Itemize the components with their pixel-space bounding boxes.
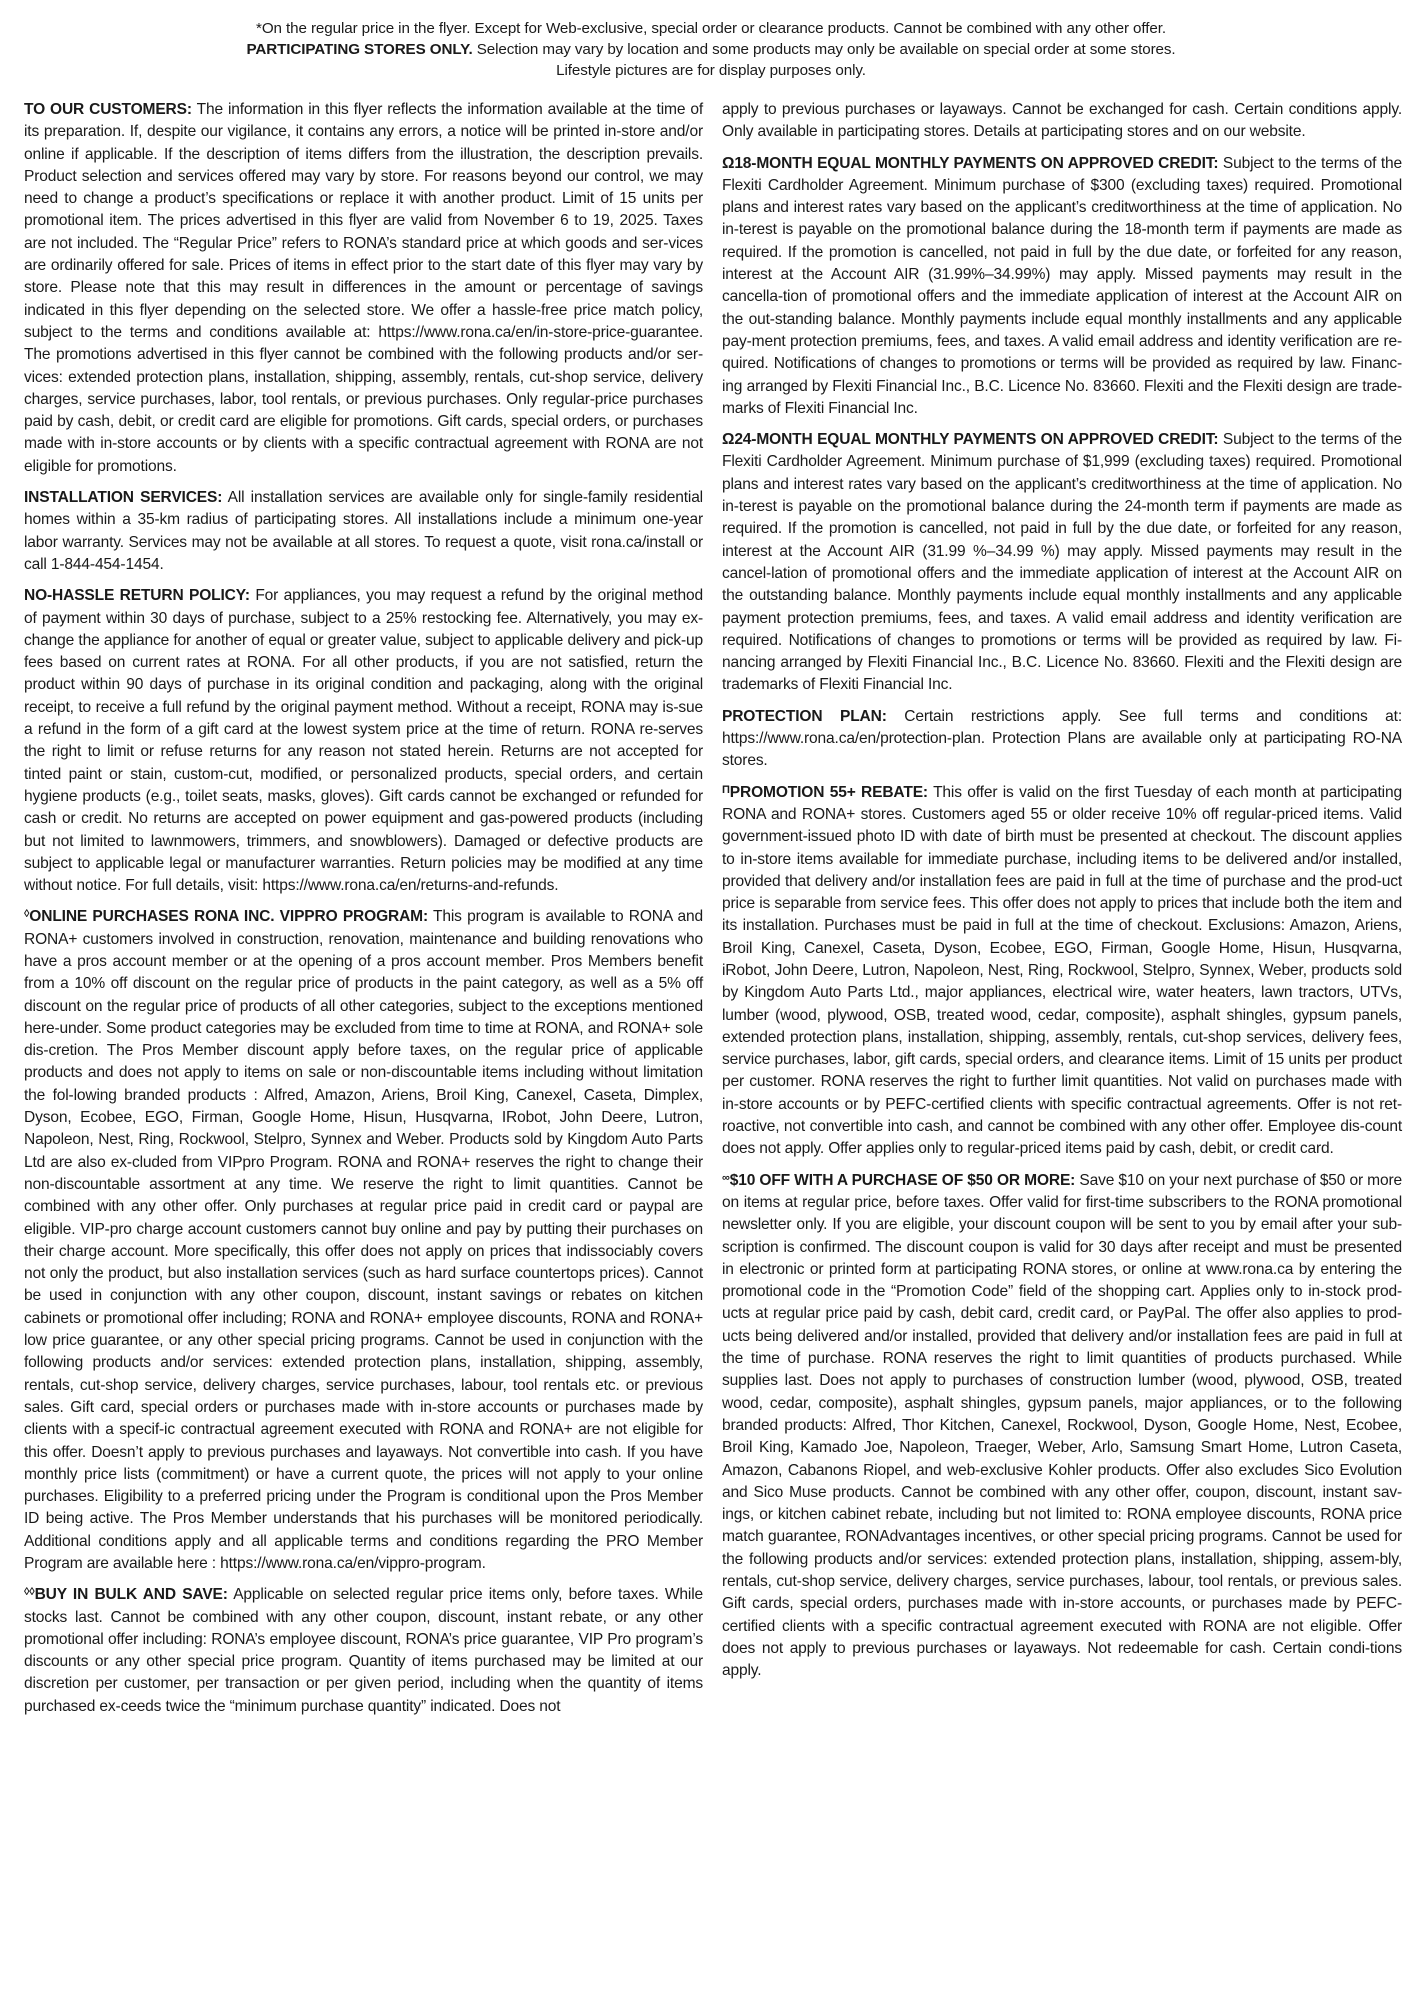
section-body: Save $10 on your next purchase of $50 or more on items at regular price, before taxes. Offer valid for first-time subscribers to the RONA promotional newsletter only. If you are eligible, your discount coupon will be sent to you by email after your sub-scription is confirmed. The discount coupon is valid for 30 days after receipt and must be presented in electronic or printed form at participating RONA stores, or online at www.rona.ca by entering the promotional code in the “Promotion Code” field of the shopping cart. Applies only to in-stock prod-ucts at regular price paid by cash, debit card, credit card, or PayPal. The offer also applies to prod-ucts being delivered and/or installed, provided that delivery and/or installation fees are paid in full at the time of purchase. RONA reserves the right to limit quantities of products purchased. While supplies last. Does not apply to purchases of construction lumber (wood, plywood, OSB, treated wood, cedar, composite), asphalt shingles, gypsum panels, major appliances, or to the following branded products: Alfred, Thor Kitchen, Canexel, Rockwool, Dyson, Google Home, Nest, Ecobee, Broil King, Kamado Joe, Napoleon, Traeger, Weber, Arlo, Samsung Smart Home, Lutron Caseta, Amazon, Cabanons Riopel, and web-exclusive Kohler products. Offer also excludes Sico Evolution and Sico Muse products. Cannot be combined with any other offer, coupon, discount, instant sav-ings, or kitchen cabinet rebate, including but not limited to: RONA employee discounts, RONA price match guarantee, RONAdvantages incentives, or other special pricing programs. Cannot be used for the following products and/or services: extended protection plans, installation, shipping, assem-bly, rentals, cut-shop service, delivery charges, service purchases, labour, tool rentals, or previous sales. Gift cards, special orders, purchases made with in-store accounts, or purchases made by PEFC-certified clients with a specific contractual agreement executed with RONA are not eligible. Offer does not apply to previous purchases or layaways. Not redeemable for cash. Certain condi-tions apply. [722,1171,1403,1680]
section-vippro-program [24,903,703,1575]
section-title: $10 OFF WITH A PURCHASE OF $50 OR MORE: [729,1171,1076,1189]
section-body: Subject to the terms of the Flexiti Cardholder Agreement. Minimum purchase of $1,999 (excluding taxes) required. Promotional plans and interest rates vary based on the applicant’s creditworthiness at the time of application. No in-terest is payable on the promotional balance during the 24-month term if payments are made as required. If the promotion is cancelled, not paid in full by the due date, or forfeited for any reason, interest at the Account AIR (31.99 %–34.99 %) may apply. Missed payments may result in the cancel-lation of promotional offers and the immediate application of interest at the Account AIR on the outstanding balance. Monthly payments include equal monthly installments and any applicable payment protection premiums, fees, and taxes. A valid email address and identity verification are required. Notifications of changes to promotions or terms will be provided as required by law. Fi-nancing arranged by Flexiti Financial Inc., B.C. Licence No. 83660. Flexiti and the Flexiti design are trademarks of Flexiti Financial Inc. [722,431,1402,694]
section-body: Subject to the terms of the Flexiti Cardholder Agreement. Minimum purchase of $300 (excluding taxes) required. Promotional plans and interest rates vary based on the applicant’s creditworthiness at the time of application. No in-terest is payable on the promotional balance during the 18-month term if payments are made as required. If the promotion is cancelled, not paid in full by the due date, or forfeited for any reason, interest at the Account AIR (31.99%–34.99%) may apply. Missed payments may result in the cancella-tion of promotional offers and the immediate application of interest at the Account AIR on the out-standing balance. Monthly payments include equal monthly installments and any applicable pay-ment protection premiums, fees, and taxes. A valid email address and identity verification are re-quired. Notifications of changes to promotions or terms will be provided as required by law. Financ-ing arranged by Flexiti Financial Inc., B.C. Licence No. 83660. Flexiti and the Flexiti design are trade-marks of Flexiti Financial Inc. [722,154,1402,417]
footnote-mark: ◊◊ [24,1586,35,1599]
header-line-1: *On the regular price in the flyer. Except for Web-exclusive, special order or clearance products. Cannot be combined with any other offer. [256,20,1166,37]
header-line-3: Lifestyle pictures are for display purposes only. [556,62,866,79]
section-body: Applicable on selected regular price items only, before taxes. While stocks last. Cannot be combined with any other coupon, discount, instant rebate, or any other promotional offer including: RONA’s employee discount, RONA’s price guarantee, VIP Pro program’s discounts or any other special price program. Quantity of items purchased may be limited at our discretion per customer, per transaction or per given period, including when the quantity of items purchased ex-ceeds twice the “minimum purchase quantity” indicated. Does not [24,1586,703,1715]
section-body: This program is available to RONA and RONA+ customers involved in construction, renovation, maintenance and building renovations who have a pros account member or at the opening of a pros account member. Pros Members benefit from a 10% off discount on the regular price of products in the paint category, as well as a 5% off discount on the regular price of products of all other categories, subject to the exceptions mentioned here-under. Some product categories may be excluded from time to time at RONA, and RONA+ sole dis-cretion. The Pros Member discount apply before taxes, on the regular price of applicable products and does not apply to items on sale or non-discountable items including without limitation the fol-lowing branded products : Alfred, Amazon, Ariens, Broil King, Canexel, Caseta, Dimplex, Dyson, Ecobee, EGO, Firman, Google Home, Hisun, Husqvarna, IRobot, John Deere, Lutron, Napoleon, Nest, Ring, Rockwool, Stelpro, Synnex and Weber. Products sold by Kingdom Auto Parts Ltd are also ex-cluded from VIPpro Program. RONA and RONA+ reserves the right to change their non-discountable assortment at any time. We reserve the right to limit quantities. Cannot be combined with any other offer. Only purchases at regular price paid in credit card or paypal are eligible. VIP-pro charge account customers cannot buy online and pay by putting their purchases on their charge account. More specifically, this offer does not apply on prices that indissociably covers not only the product, but also installation services (such as hard surface countertops prices). Cannot be used in conjunction with any other coupon, discount, instant savings or rebates on kitchen cabinets or promotional offer including; RONA and RONA+ employee discounts, RONA and RONA+ low price guarantee, or any other special pricing programs. Cannot be used in conjunction with the following products and/or services: extended protection plans, installation, shipping, assembly, rentals, cut-shop service, delivery charges, service purchases, labour, tool rentals etc. or previous sales. Gift card, special orders or purchases made with in-store accounts or purchases made by clients with a specif-ic contractual agreement executed with RONA and RONA+ are not eligible for this offer. Doesn’t apply to previous purchases and layaways. Not convertible into cash. If you have monthly price lists (commitment) or have a current quote, the prices will not apply to your online purchases. Eligibility to a preferred pricing under the Program is conditional upon the Pros Member ID being active. The Pros Member understands that his purchases will be monitored periodically. Additional conditions apply and all applicable terms and conditions regarding the PRO Member Program are available here : https://www.rona.ca/en/vippro-program. [24,908,704,1572]
legal-columns [24,96,1402,1724]
section-body: All installation services are available only for single-family residential homes within a 35-km radius of participating stores. All installations include a minimum one-year labor warranty. Services may not be available at all stores. To request a quote, visit rona.ca/install or call 1-844-454-1454. [24,489,703,573]
section-promotion-55-rebate [722,779,1402,1161]
section-body: This offer is valid on the first Tuesday of each month at participating RONA and RONA+ stores. Customers aged 55 or older receive 10% off regular-priced items. Valid government-issued photo ID with date of birth must be presented at checkout. The discount applies to in-store items available for immediate purchase, including items to be delivered and/or installed, provided that delivery and/or installation fees are paid in full at the time of purchase and the prod-uct price is separable from service fees. This offer does not apply to prices that include both the item and its installation. Purchases must be paid in full at the time of checkout. Exclusions: Amazon, Ariens, Broil King, Canexel, Caseta, Dyson, Ecobee, EGO, Firman, Google Home, Hisun, Husqvarna, iRobot, John Deere, Lutron, Napoleon, Nest, Ring, Rockwool, Stelpro, Synnex, Weber, products sold by Kingdom Auto Parts Ltd., major appliances, electrical wire, water heaters, lawn tractors, UTVs, lumber (wood, plywood, OSB, treated wood, cedar, composite), asphalt shingles, gypsum panels, extended protection plans, installation, shipping, assembly, rentals, cut-shop services, delivery fees, service purchases, labor, gift cards, special orders, and clearance items. Limit of 15 units per product per customer. RONA reserves the right to further limit quantities. Not valid on purchases made with in-store accounts or by PEFC-certified clients with specific contractual agreements. Offer is not ret-roactive, not convertible into cash, and cannot be combined with any other offer. Employee dis-count does not apply. Offer applies only to regular-priced items paid by cash, debit, or credit card. [722,783,1402,1158]
section-18-month-payments [722,150,1402,421]
section-buy-in-bulk-continued [722,96,1402,144]
footnote-mark: ◊ [24,908,30,921]
section-title: TO OUR CUSTOMERS: [24,101,192,118]
section-body: The information in this flyer reflects the information available at the time of its preparation. If, despite our vigilance, it contains any errors, a notice will be printed in-store and/or online if applicable. If the description of items differs from the illustration, the description prevails. Product selection and services offered may vary by store. For reasons beyond our control, we may need to change a product’s specifications or replace it with another product. Limit of 15 units per promotional item. The prices advertised in this flyer are valid from November 6 to 19, 2025. Taxes are not included. The “Regular Price” refers to RONA’s standard price at which goods and ser-vices are ordinarily offered for sale. Prices of items in effect prior to the start date of this flyer may vary by store. Please note that this may result in differences in the amount or percentage of savings indicated in this flyer depending on the selected store. We offer a hassle-free price match policy, subject to the terms and conditions available at: https://www.rona.ca/en/in-store-price-guarantee. The promotions advertised in this flyer cannot be combined with the following products and/or ser-vices: extended protection plans, installation, shipping, assembly, rentals, cut-shop service, delivery charges, service purchases, labor, tool rentals, or previous purchases. Only regular-price purchases paid by cash, debit, or credit card are eligible for promotions. Gift cards, special orders, or purchases made with in-store accounts or by clients with a specific contractual agreement with RONA are not eligible for promotions. [24,101,703,475]
section-24-month-payments [722,426,1402,697]
section-title: NO-HASSLE RETURN POLICY: [24,587,250,605]
flyer-disclaimer-header [0,0,1422,81]
section-title: PROTECTION PLAN: [722,707,887,725]
footnote-mark: ∞ [722,1171,730,1184]
section-body: Certain restrictions apply. See full terms and conditions at: https://www.rona.ca/en/protection-plan. Protection Plans are available only at participating RO-NA stores. [722,707,1403,770]
left-column [24,96,703,1724]
section-body: For appliances, you may request a refund by the original method of payment within 30 days of purchase, subject to a 25% restocking fee. Alternatively, you may ex-change the appliance for another of equal or greater value, subject to applicable delivery and pick-up fees based on current rates at RONA. For all other products, if you are not satisfied, return the product within 90 days of purchase in its original condition and packaging, along with the original receipt, to receive a full refund by the original payment method. Without a receipt, RONA may is-sue a refund in the form of a gift card at the lowest system price at the time of return. RONA re-serves the right to limit or refuse returns for any reason not stated herein. Returns are not accepted for tinted paint or stain, custom-cut, modified, or personalized products, special orders, and certain hygiene products (e.g., toilet seats, masks, gloves). Gift cards cannot be exchanged or refunded for cash or credit. No returns are accepted on power equipment and gas-powered products (including but not limited to lawnmowers, trimmers, and snowblowers). Damaged or defective products are subject to applicable legal or manufacturer warranties. Return policies may be modified at any time without notice. For full details, visit: https://www.rona.ca/en/returns-and-refunds. [24,587,703,895]
section-title: ONLINE PURCHASES RONA INC. VIPPRO PROGRAM: [29,908,429,926]
header-line-2 [0,39,1422,60]
participating-stores-notice: PARTICIPATING STORES ONLY. [246,41,473,58]
section-title: INSTALLATION SERVICES: [24,489,223,507]
section-return-policy [24,582,703,897]
section-protection-plan [722,703,1402,773]
header-line-2-text: Selection may vary by location and some products may only be available on special order at some stores. [472,41,1176,58]
section-buy-in-bulk [24,1581,703,1718]
right-column [722,96,1402,1724]
section-title: BUY IN BULK AND SAVE: [34,1586,228,1604]
section-title: Ω24-MONTH EQUAL MONTHLY PAYMENTS ON APPROVED CREDIT: [722,431,1219,449]
section-installation-services [24,484,703,576]
section-title: PROMOTION 55+ REBATE: [729,783,928,801]
section-title: Ω18-MONTH EQUAL MONTHLY PAYMENTS ON APPROVED CREDIT: [722,154,1219,172]
section-to-our-customers [24,96,703,478]
section-body: apply to previous purchases or layaways. Cannot be exchanged for cash. Certain conditions apply. Only available in participating stores. Details at participating stores and on our website. [722,101,1402,141]
footnote-mark: Π [722,783,730,796]
section-10-off-50 [722,1167,1402,1683]
